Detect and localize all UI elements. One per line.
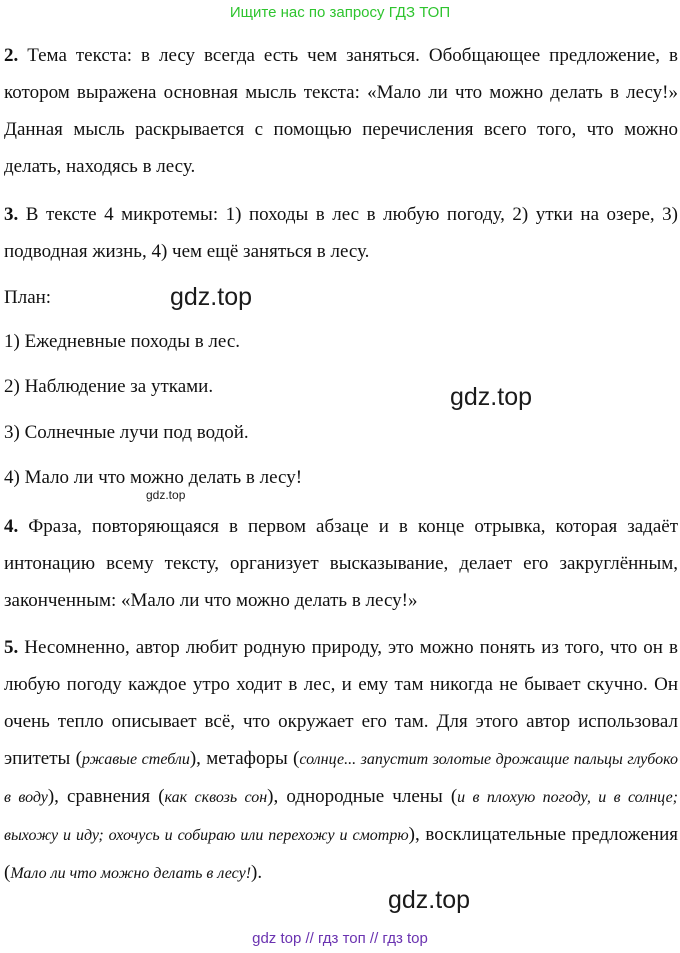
section-5-paragraph [4, 629, 678, 892]
section-text: ). [251, 862, 263, 883]
section-number: 5. [4, 637, 19, 658]
section-number: 3. [4, 204, 19, 225]
section-2-paragraph [4, 37, 678, 185]
section-number: 2. [4, 45, 19, 66]
section-text: Тема текста: в лесу всегда есть чем заняться. Обобщающее предложение, в котором выражена основная мысль текста: «Мало ли что можно делать в лесу!» Данная мысль раскрывается с помощью перечисления всего того, что можно делать, находясь в лесу. [4, 45, 678, 177]
example-homogeneous: и в плохую погоду, и в солнце; выхожу и иду; охочусь и собираю или перехожу и смотрю [4, 789, 678, 844]
example-comparison: как сквозь сон [164, 789, 268, 806]
section-3-paragraph [4, 196, 678, 270]
plan-item: 3) Солнечные лучи под водой. [4, 422, 249, 443]
section-number: 4. [4, 516, 19, 537]
section-4-paragraph [4, 508, 678, 619]
plan-item: 2) Наблюдение за утками. [4, 376, 214, 397]
example-exclamation: Мало ли что можно делать в лесу! [10, 865, 252, 882]
section-text: Фраза, повторяющаяся в первом абзаце и в конце отрывка, которая задаёт интонацию всему тексту, организует высказывание, делает его закруглённым, законченным: «Мало ли что можно делать в лесу!» [4, 516, 678, 611]
watermark: gdz.top [146, 488, 186, 502]
watermark: gdz.top [170, 283, 253, 311]
plan-heading: План: [4, 287, 52, 308]
footer-links: gdz top // гдз топ // гдз top [252, 930, 428, 947]
watermark: gdz.top [388, 886, 471, 914]
section-text: ), однородные члены ( [267, 786, 458, 807]
section-text: Несомненно, автор любит родную природу, это можно понять из того, что он в любую погоду каждое утро ходит в лес, и ему там никогда не бывает скучно. Он очень тепло описывает всё, что окружает его там. Для этого автор использовал эпитеты ( [4, 637, 678, 769]
top-banner: Ищите нас по запросу ГДЗ ТОП [229, 4, 451, 21]
watermark: gdz.top [450, 383, 533, 411]
plan-item: 4) Мало ли что можно делать в лесу! [4, 467, 303, 488]
example-metaphor: солнце... запустит золотые дрожащие пальцы глубоко в воду [4, 751, 678, 806]
section-text: ), метафоры ( [189, 748, 300, 769]
section-text: ), сравнения ( [47, 786, 165, 807]
section-text: В тексте 4 микротемы: 1) походы в лес в любую погоду, 2) утки на озере, 3) подводная жизнь, 4) чем ещё заняться в лесу. [4, 204, 678, 262]
example-epithet: ржавые стебли [81, 751, 190, 768]
plan-item: 1) Ежедневные походы в лес. [4, 331, 240, 352]
section-text: ), восклицательные предложения ( [4, 824, 678, 883]
